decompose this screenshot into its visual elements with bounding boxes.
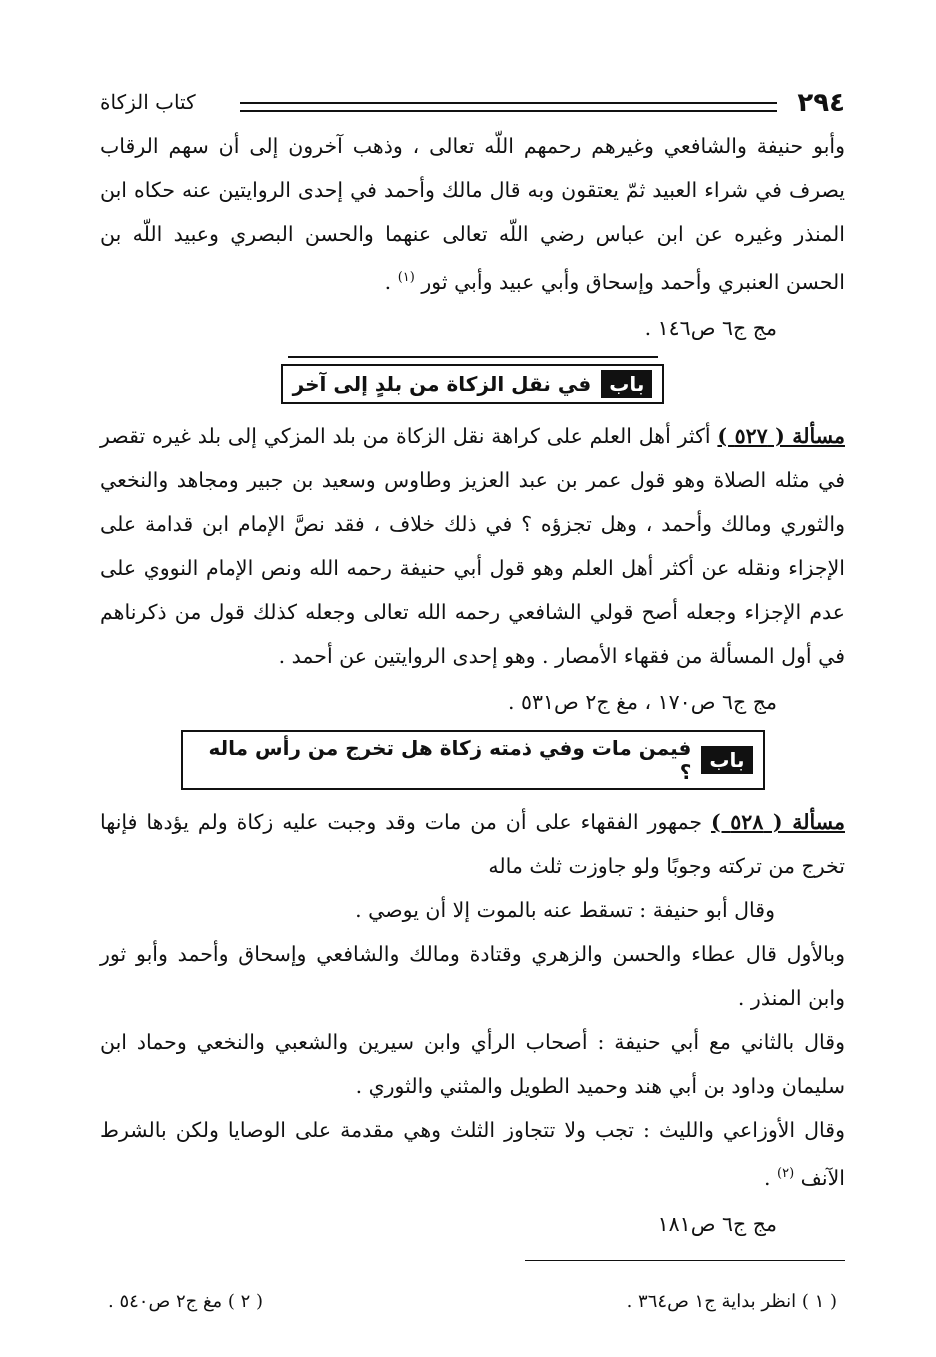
section2-heading-box xyxy=(181,730,765,790)
masala-528-p5 xyxy=(100,1108,845,1200)
page-header xyxy=(100,88,845,124)
masala-528-p4: وقال بالثاني مع أبي حنيفة : أصحاب الرأي وابن سيرين والشعبي والنخعي وحماد ابن سليمان وداود بن أبي هند وحميد الطويل والمثني والثوري . xyxy=(100,1029,845,1098)
masala-527-text: أكثر أهل العلم على كراهة نقل الزكاة من بلد المزكي إلى بلد غيره تقصر في مثله الصلاة وهو قول عمر بن عبد العزيز وطاوس وسعيد بن جبير ومجاهد والنخعي والثوري ومالك وأحمد ، وهل تجزؤه ؟ في ذلك خلاف ، فقد نصَّ الإمام ابن قدامة على الإجزاء ونقله عن أكثر أهل العلم وهو قول أبي حنيفة رحمه الله ونص الإمام النووي على عدم الإجزاء وجعله أصح قولي الشافعي رحمه الله تعالى وجعله كذلك قول من ذكرناهم في أول المسألة من فقهاء الأمصار . وهو إحدى الروايتين عن أحمد . xyxy=(100,423,845,668)
footnote-marker-2: (٢) xyxy=(777,1165,795,1181)
footnote-1: ( ١ ) انظر بداية ج١ ص٣٦٤ . xyxy=(626,1290,837,1312)
intro-reference: مج ج٦ ص١٤٦ . xyxy=(644,315,777,340)
masala-528-p3: وبالأول قال عطاء والحسن والزهري وقتادة ومالك والشافعي وإسحاق وأحمد وأبو ثور وابن المنذر . xyxy=(100,941,845,1010)
section1-heading-box xyxy=(281,364,665,404)
masala-528-paragraph xyxy=(100,800,845,888)
masala-528-p2: وقال أبو حنيفة : تسقط عنه بالموت إلا أن يوصي . xyxy=(355,897,775,922)
section1-title: في نقل الزكاة من بلدٍ إلى آخر xyxy=(292,371,592,396)
section1-top-rule xyxy=(288,356,658,358)
header-double-rule xyxy=(240,102,777,112)
page-number: ٢٩٤ xyxy=(797,88,845,118)
intro-end: . xyxy=(384,269,398,294)
section1-tag: باب xyxy=(601,370,652,398)
section2-title: فيمن مات وفي ذمته زكاة هل تخرج من رأس ماله ؟ xyxy=(208,735,692,784)
masala-528-p5-text: وقال الأوزاعي والليث : تجب ولا تتجاوز الثلث وهي مقدمة على الوصايا ولكن بالشرط الآنف xyxy=(100,1117,845,1190)
masala-527-paragraph xyxy=(100,414,845,678)
section2-tag: باب xyxy=(701,746,752,774)
footnote-rule xyxy=(525,1260,845,1261)
masala-528-reference: مج ج٦ ص١٨١ xyxy=(657,1211,777,1236)
intro-paragraph xyxy=(100,124,845,304)
intro-text: وأبو حنيفة والشافعي وغيرهم رحمهم اللّه تعالى ، وذهب آخرون إلى أن سهم الرقاب يصرف في شراء العبيد ثمّ يعتقون وبه قال مالك وأحمد في إحدى الروايتين عنه حكاه ابن المنذر وغيره عن ابن عباس رضي اللّه تعالى عنهما والحسن البصري وعبيد اللّه بن الحسن العنبري وأحمد وإسحاق وأبي عبيد وأبي ثور xyxy=(100,134,845,294)
footnotes xyxy=(100,1291,845,1312)
page-body xyxy=(100,88,845,1312)
masala-527-reference: مج ج٦ ص١٧٠ ، مغ ج٢ ص٥٣١ . xyxy=(507,689,777,714)
masala-527-label: مسألة ( ٥٢٧ ) xyxy=(717,423,845,448)
running-title: كتاب الزكاة xyxy=(100,90,196,114)
footnote-marker-1: (١) xyxy=(397,270,415,285)
masala-528-p5-end: . xyxy=(763,1165,777,1190)
masala-528-label: مسألة ( ٥٢٨ ) xyxy=(711,809,845,834)
footnote-2: ( ٢ ) مغ ج٢ ص٥٤٠ . xyxy=(108,1290,264,1312)
masala-528-text: جمهور الفقهاء على أن من مات وقد وجبت عليه زكاة ولم يؤدها فإنها تخرج من تركته وجوبًا ولو جاوزت ثلث ماله xyxy=(100,809,845,878)
